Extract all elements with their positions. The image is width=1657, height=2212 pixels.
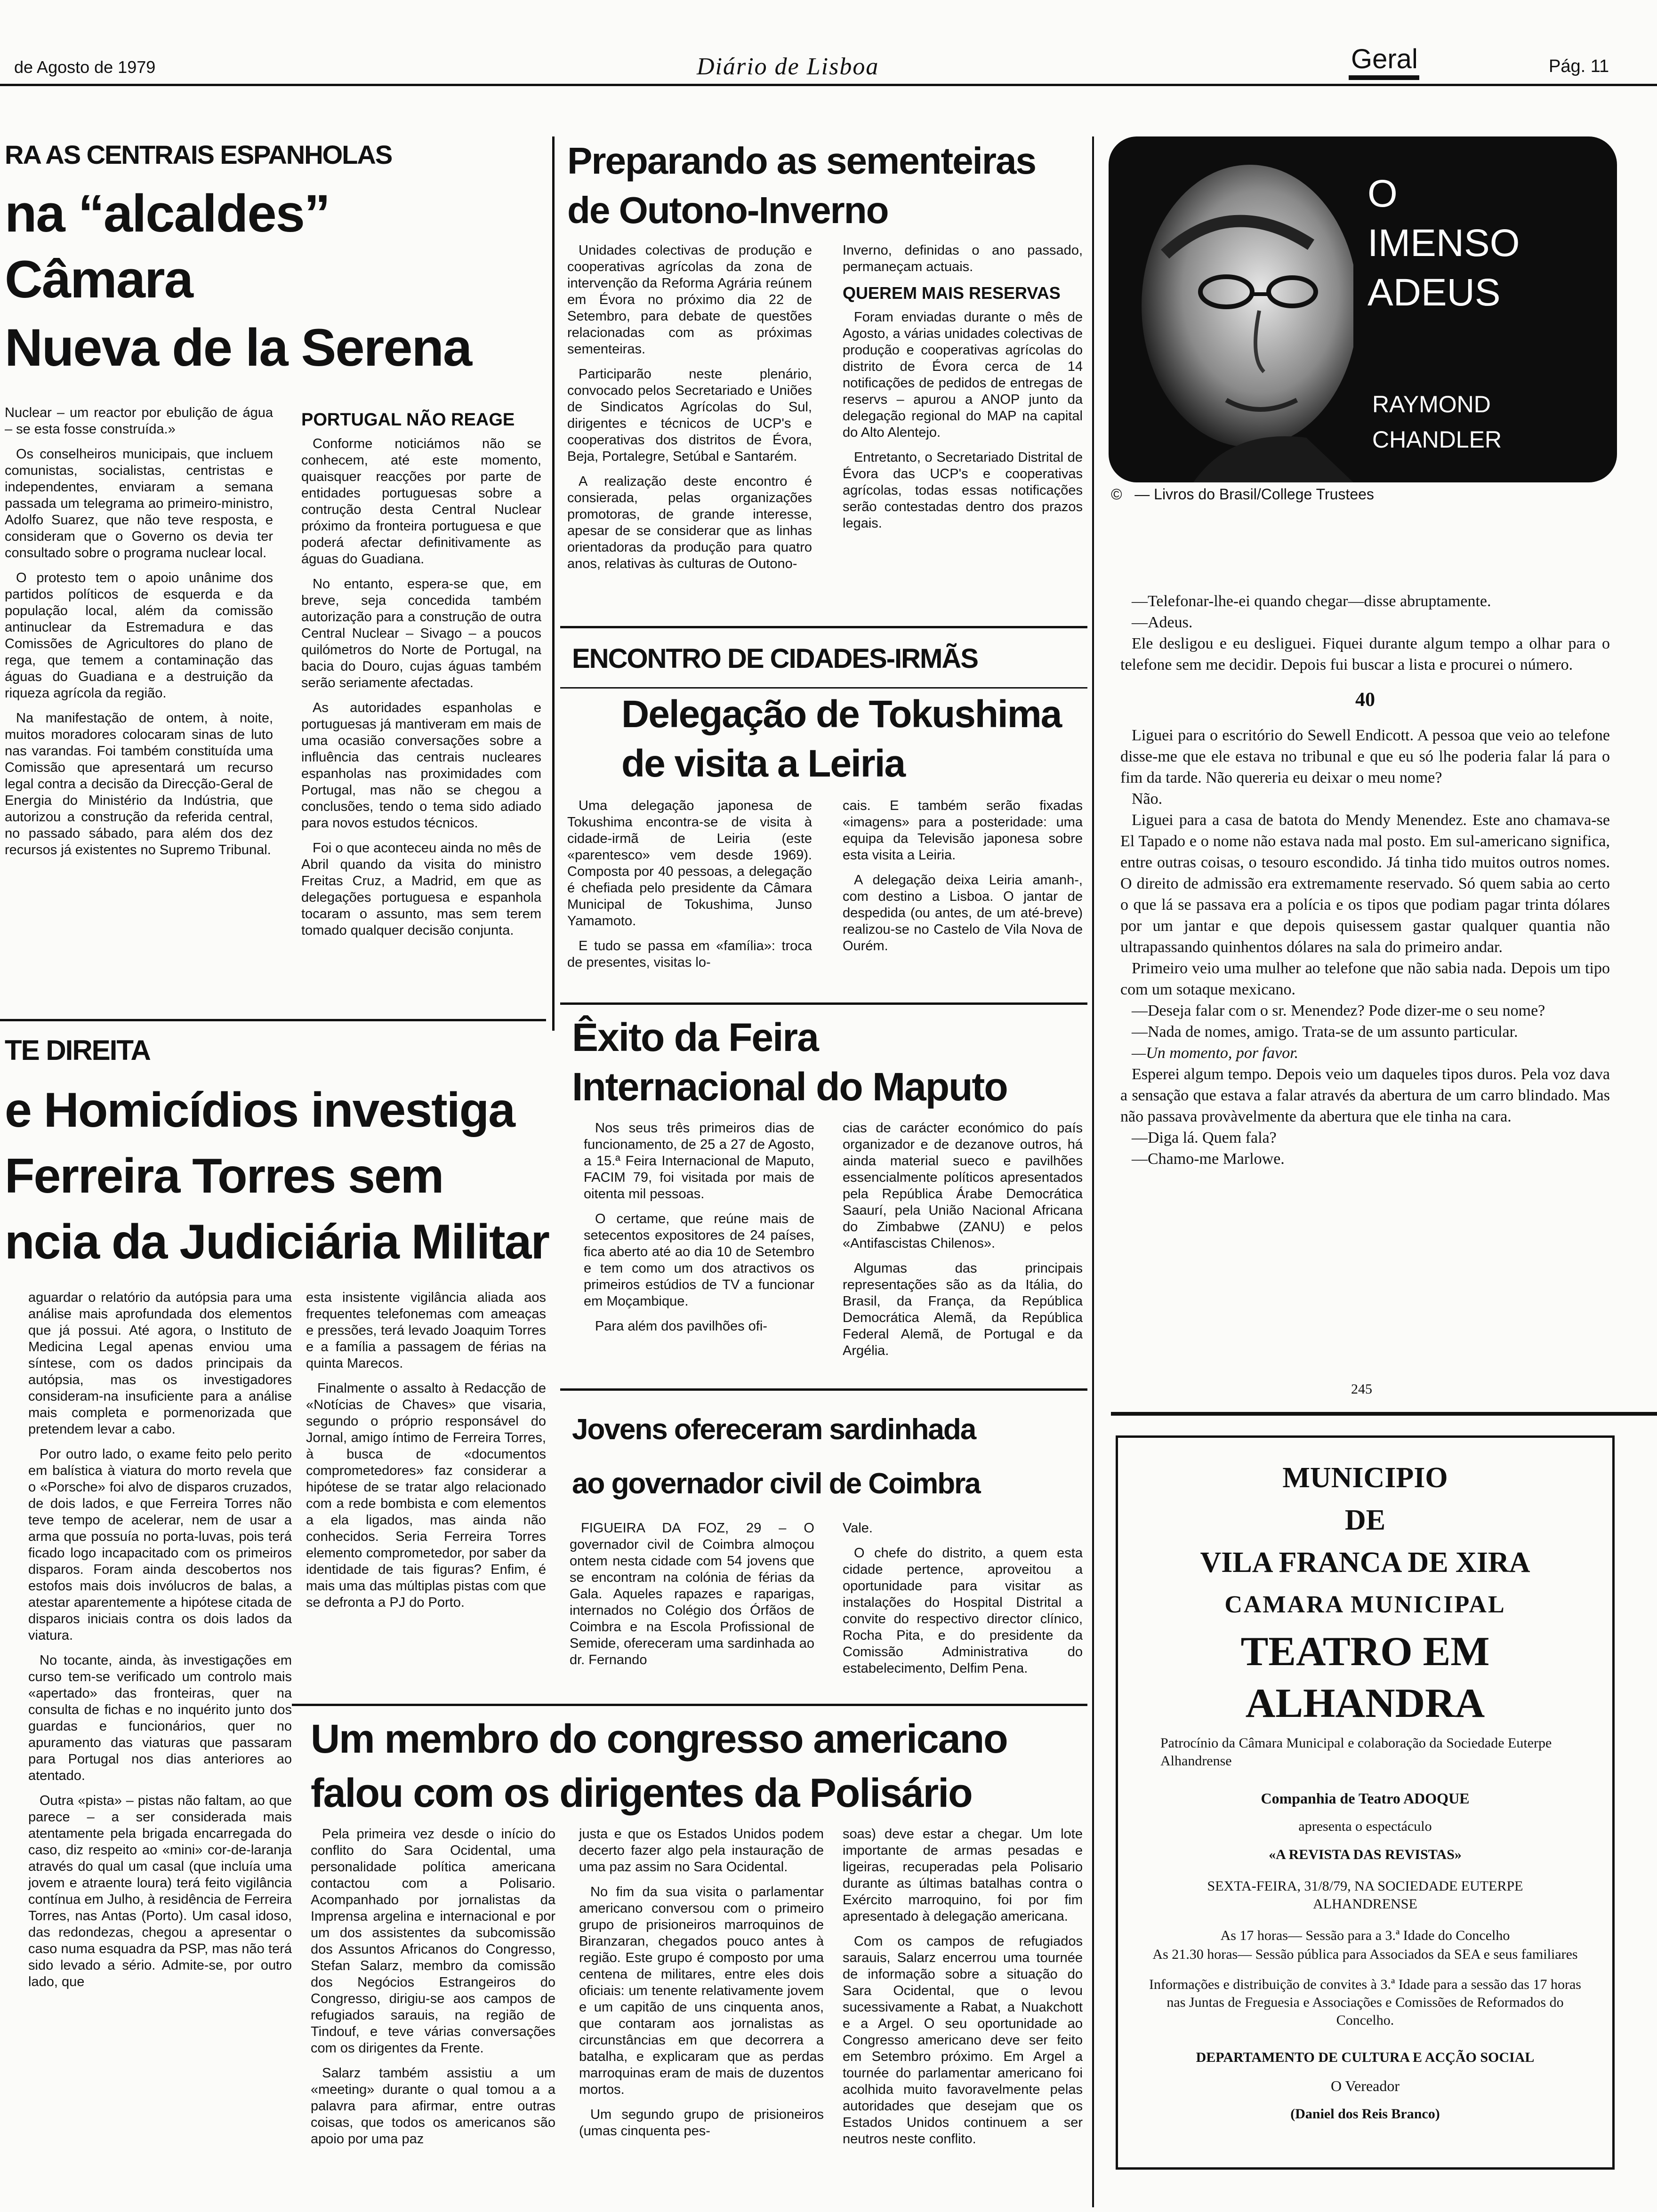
paragraph: Algumas das principais representações são as da Itália, do Brasil, da França, da República Democrática Alemã, da República Federal Alemã, de Portugal e da Argélia.: [843, 1261, 1083, 1358]
paragraph: Foram enviadas durante o mês de Agosto, a várias unidades colectivas de produção e cooperativas agrícolas do distrito de Évora cerca de 14 notificações de pedidos de entregas de reservs – apurou a ANOP junto da delegação regional do MAP na capital do Alto Alentejo.: [843, 310, 1083, 440]
paragraph: Entretanto, o Secretariado Distrital de Évora das UCP's e cooperativas agrícolas, todas essas notificações serão contestadas dentro dos prazos legais.: [843, 450, 1083, 531]
section-divider: [1111, 1412, 1657, 1416]
article-body-column: [843, 1520, 1083, 1685]
paragraph: justa e que os Estados Unidos podem decerto fazer algo pela instauração de uma paz assim no Sara Ocidental.: [579, 1827, 824, 1875]
paragraph: Com os campos de refugiados sarauis, Salarz encerrou uma tournée de informação sobre a situação do Sara Ocidental, que o levou sucessivamente a Rabat, a Nuakchott e a Argel. O seu oportunidade ao Congresso americano deve ser feito em Setembro próximo. Em Argel a tournée do parlamentar americano foi acolhida muito favoravelmente pelas autoridades que desejam que os Estados Unidos continuem a ser neutros neste conflito.: [843, 1934, 1083, 2147]
article-divider: [560, 1388, 1087, 1391]
article-headline-line: Ferreira Torres sem: [5, 1149, 443, 1203]
ad-text: (Daniel dos Reis Branco): [1290, 2106, 1440, 2122]
article-body-column: [567, 798, 812, 979]
paragraph: Unidades colectivas de produção e cooperativas agrícolas da zona de intervenção da Reforma Agrária reúnem em Évora no próximo dia 22 de Setembro, para debate de questões relacionadas com as próximas sementeiras.: [567, 243, 812, 357]
article-headline-line: de Outono-Inverno: [567, 189, 888, 231]
article-body-column: [311, 1826, 555, 2156]
book-title: IMENSO: [1367, 222, 1520, 264]
book-title: ADEUS: [1367, 271, 1501, 314]
subheading: PORTUGAL NÃO REAGE: [301, 410, 515, 430]
ad-text: As 17 horas— Sessão para a 3.ª Idade do Concelho: [1220, 1928, 1510, 1943]
book-author: CHANDLER: [1372, 426, 1502, 453]
chapter-number: 40: [1355, 689, 1375, 711]
ad-heading: DE: [1344, 1504, 1386, 1536]
paragraph: Vale.: [843, 1521, 873, 1536]
column-divider: [1092, 136, 1094, 2207]
article-body-column: [567, 242, 812, 581]
article-body-column: [5, 405, 273, 867]
paragraph: cias de carácter económico do país organizador e de dezanove outros, há ainda material sueco e pavilhões essencialmente políticos apresentados pela República Árabe Democrática Saaurí, pela União Nacional Africana do Zimbabwe (ZANU) e pelos «Antifascistas Chilenos».: [843, 1121, 1083, 1251]
article-kicker: TE DIREITA: [5, 1034, 150, 1066]
advertisement: [1116, 1435, 1615, 2170]
paragraph: Um segundo grupo de prisioneiros (umas cinquenta pes-: [579, 2107, 824, 2139]
paragraph: E tudo se passa em «família»: troca de presentes, visitas lo-: [567, 938, 812, 970]
article-headline-line: Preparando as sementeiras: [567, 140, 1036, 182]
article-headline-line: falou com os dirigentes da Polisário: [311, 1771, 972, 1816]
paragraph: Esperei algum tempo. Depois veio um daqueles tipos duros. Pela voz dava a sensação que estava a falar através da abertura de um carro blindado. Mas não passava provàvelmente da abertura que ele tinha na cara.: [1120, 1066, 1610, 1125]
article-divider: [0, 1019, 546, 1021]
book-text: [1120, 591, 1610, 1170]
paragraph: Ele desligou e eu desliguei. Fiquei durante algum tempo a olhar para o telefone sem me decidir. Depois fui buscar a lista e procurei o número.: [1120, 635, 1610, 673]
paragraph: Nos seus três primeiros dias de funcionamento, de 25 a 27 de Agosto, a 15.ª Feira Internacional de Maputo, FACIM 79, foi visitada por mais de oitenta mil pessoas.: [584, 1121, 814, 1202]
paragraph: Salarz também assistiu a um «meeting» durante o qual tomou a a palavra para afirmar, entre outras coisas, que todos os americanos são apoio por uma paz: [311, 2066, 555, 2147]
book-credit: © — Livros do Brasil/College Trustees: [1111, 486, 1374, 503]
paragraph: —Diga lá. Quem fala?: [1132, 1129, 1277, 1146]
article-body-column: [301, 405, 541, 947]
book-author: RAYMOND: [1372, 391, 1491, 417]
article-headline-line: Um membro do congresso americano: [311, 1716, 1007, 1762]
ad-heading: CAMARA MUNICIPAL: [1224, 1591, 1506, 1618]
paragraph: —Un momento, por favor.: [1132, 1044, 1299, 1062]
kicker-rule: [560, 687, 1087, 689]
paragraph: As autoridades espanholas e portuguesas já mantiveram em mais de uma ocasião conversações sobre a influência das centrais nucleares espanholas nas proximidades com Portugal, mas não se chegou a conclusões, tendo o tema sido adiado para novos estudos técnicos.: [301, 700, 541, 831]
paragraph: —Adeus.: [1132, 614, 1193, 631]
paragraph: Por outro lado, o exame feito pelo perito em balística à viatura do morto revela que o «Porsche» foi alvo de disparos cruzados, de dois lados, e que Ferreira Torres não teve tempo de acelerar, nem de usar a arma que possuía no porta-luvas, pois terá ficado logo incapacitado com os primeiros disparos. Foram ainda descobertos nos estofos mais dois invólucros de balas, a atestar aparentemente a hipótese citada de disparos iniciais contra os dois lados da viatura.: [28, 1447, 292, 1643]
paragraph: soas) deve estar a chegar. Um lote importante de armas pesadas e ligeiras, recuperadas pela Polisario durante as últimas batalhas contra o Exército marroquino, foi por fim apresentado à delegação americana.: [843, 1827, 1083, 1924]
paragraph: Inverno, definidas o ano passado, permaneçam actuais.: [843, 243, 1083, 274]
paragraph: Para além dos pavilhões ofi-: [595, 1319, 767, 1334]
paragraph: Uma delegação japonesa de Tokushima encontra-se de visita à cidade-irmã de Leiria (este «parentesco» vem desde 1969). Composta por 40 pessoas, a delegação é chefiada pelo presidente da Câmara Municipal de Tokushima, Junso Yamamoto.: [567, 798, 812, 929]
paragraph: Participarão neste plenário, convocado pelos Secretariado e Uniões de Sindicatos Agrícolas do Sul, dirigentes e técnicos de UCP's e cooperativas dos distritos de Évora, Beja, Portalegre, Setúbal e Santarém.: [567, 367, 812, 464]
article-headline-line: Câmara: [5, 250, 193, 309]
ad-text: As 21.30 horas— Sessão pública para Associados da SEA e seus familiares: [1152, 1947, 1578, 1962]
ad-text: apresenta o espectáculo: [1298, 1819, 1432, 1834]
article-divider: [560, 1002, 1087, 1005]
book-cover: [1109, 136, 1617, 482]
article-headline-line: na “alcaldes”: [5, 184, 330, 243]
article-body-column: [843, 1826, 1083, 2156]
article-body-column: [584, 1120, 814, 1343]
article-headline-line: Internacional do Maputo: [572, 1065, 1007, 1109]
article-divider: [560, 626, 1087, 628]
article-headline-line: Delegação de Tokushima: [621, 693, 1062, 736]
article-body-column: [570, 1520, 814, 1677]
ad-title: TEATRO EM ALHANDRA: [1240, 1629, 1490, 1726]
section-name: Geral: [1351, 44, 1418, 74]
paragraph: —Deseja falar com o sr. Menendez? Pode dizer-me o seu nome?: [1132, 1002, 1545, 1019]
paragraph: —Chamo-me Marlowe.: [1132, 1150, 1285, 1168]
article-headline-line: Nueva de la Serena: [5, 318, 472, 377]
paragraph: No entanto, espera-se que, em breve, seja concedida também autorização para a construção de outra Central Nuclear – Sivago – a poucos quilómetros do Norte de Portugal, na bacia do Douro, cujas águas também serão seriamente afectadas.: [301, 577, 541, 690]
paragraph: Liguei para o escritório do Sewell Endicott. A pessoa que veio ao telefone disse-me que ele estava no tribunal e que eu só lhe poderia falar lá para o fim da tarde. Não quereria eu deixar o meu nome?: [1120, 727, 1610, 786]
author-portrait: [1109, 136, 1353, 482]
article-divider: [292, 1704, 1087, 1706]
ad-text: SEXTA-FEIRA, 31/8/79, NA SOCIEDADE EUTERPE ALHANDRENSE: [1207, 1878, 1523, 1912]
article-kicker: ENCONTRO DE CIDADES-IRMÃS: [572, 643, 978, 674]
article-headline-line: e Homicídios investiga: [5, 1083, 515, 1138]
article-headline-line: ao governador civil de Coimbra: [572, 1467, 980, 1500]
newspaper-name: Diário de Lisboa: [697, 53, 879, 80]
paragraph: FIGUEIRA DA FOZ, 29 – O governador civil de Coimbra almoçou ontem nesta cidade com 54 jovens que se encontram na colónia de férias da Gala. Aqueles rapazes e raparigas, internados no Colégio dos Órfãos de Coimbra e na Escola Profissional de Semide, ofereceram uma sardinhada ao dr. Fernando: [570, 1521, 814, 1667]
article-kicker: RA AS CENTRAIS ESPANHOLAS: [5, 140, 392, 169]
paragraph: O protesto tem o apoio unânime dos partidos políticos de esquerda e da população local, além da comissão antinuclear da Estremadura e das Comissões de Agricultores do plano de rega, que temem a contaminação das águas do Guadiana e a destruição da riqueza agrícola da região.: [5, 570, 273, 701]
article-body-column: [843, 798, 1083, 963]
paragraph: aguardar o relatório da autópsia para uma análise mais aprofundada dos elementos que já possui. Até agora, o Instituto de Medicina Legal apenas enviou uma síntese, com os dados principais da autópsia, mas os investigadores consideram-na insuficiente para a análise mais completa e pormenorizada que pretendem levar a cabo.: [28, 1290, 292, 1437]
paragraph: —Nada de nomes, amigo. Trata-se de um assunto particular.: [1132, 1023, 1518, 1041]
paragraph: cais. E também serão fixadas «imagens» para a posteridade: uma equipa da Televisão japonesa sobre esta visita a Leiria.: [843, 798, 1083, 863]
ad-text: O Vereador: [1330, 2077, 1400, 2094]
column-divider: [552, 136, 555, 1031]
paragraph: A delegação deixa Leiria amanh-, com destino a Lisboa. O jantar de despedida (ou antes, de um até-breve) realizou-se no Castelo de Vila Nova de Ourém.: [843, 873, 1083, 954]
ad-text: DEPARTAMENTO DE CULTURA E ACÇÃO SOCIAL: [1196, 2050, 1535, 2065]
paragraph: O certame, que reúne mais de setecentos expositores de 24 países, fica aberto até ao dia 10 de Setembro e tem como um dos atractivos os primeiros estúdios de TV a funcionar em Moçambique.: [584, 1211, 814, 1309]
masthead-rule: [0, 84, 1657, 86]
paragraph: A realização deste encontro é consierada, pelas organizações promotoras, de grande interesse, apesar de se considerar que as linhas orientadoras da produção para quatro anos, relativas às culturas de Outono-: [567, 474, 812, 571]
paragraph: —Telefonar-lhe-ei quando chegar—disse abruptamente.: [1132, 593, 1491, 610]
article-body-column: [306, 1290, 546, 1619]
paragraph: Nuclear – um reactor por ebulição de água – se esta fosse construída.»: [5, 405, 273, 437]
article-body-column: [843, 1120, 1083, 1368]
article-headline-line: Êxito da Feira: [572, 1015, 818, 1059]
paragraph: Na manifestação de ontem, à noite, muitos moradores colocaram sinas de luto nas varandas. Foi também constituída uma Comissão que apresentará um recurso legal contra a decisão da Direcção-Geral de Energia do Ministério da Indústria, que autorizou a construção da referida central, no passado sábado, para além dos dez recursos já existentes no Supremo Tribunal.: [5, 711, 273, 858]
paragraph: Liguei para a casa de batota do Mendy Menendez. Este ano chamava-se El Tapado e o nome não estava nada mal posto. Em sul-americano significa, entre outras coisas, o tesouro escondido. Já tinha tido muitos outros nomes. O direito de admissão era extremamente reservado. Só quem sabia ao certo o que lá se passava era a polícia e os tipos que podiam pagar trinta dólares por um jantar e que depois quisessem gastar qualquer quantia não ultrapassando quinhentos dólares na sala do primeiro andar.: [1120, 811, 1610, 956]
book-page-number: 245: [1351, 1381, 1372, 1397]
paragraph: No fim da sua visita o parlamentar americano conversou com o primeiro grupo de prisioneiros marroquinos de Biranzaran, chegados pouco antes à região. Este grupo é composto por uma centena de militares, entre eles dois oficiais: um tenente relativamente jovem e um capitão de uns cinquenta anos, que contaram aos jornalistas as circunstâncias em que decorrera a batalha, e explicaram que as perdas marroquinas eram de mais de duzentos mortos.: [579, 1884, 824, 2097]
issue-date: de Agosto de 1979: [14, 57, 156, 77]
paragraph: Foi o que aconteceu ainda no mês de Abril quando da visita do ministro Freitas Cruz, a Madrid, em que as delegações portuguesa e espanhola tocaram o assunto, mas sem terem tomado qualquer decisão conjunta.: [301, 841, 541, 938]
ad-heading: MUNICIPIO: [1282, 1462, 1448, 1494]
article-headline-line: Jovens ofereceram sardinhada: [572, 1413, 976, 1446]
article-body-column: [579, 1826, 824, 2148]
paragraph: Conforme noticiámos não se conhecem, até este momento, quaisquer reacções por parte de entidades portuguesas sobre a contrução desta Central Nuclear próximo da fronteira portuguesa e que poderá afectar definitivamente as águas do Guadiana.: [301, 436, 541, 567]
article-headline-line: de visita a Leiria: [621, 742, 905, 785]
paragraph: No tocante, ainda, às investigações em curso tem-se verificado um controlo mais «apertado» das fronteiras, quer na consulta de fichas e no inquérito junto dos guardas e funcionários, quer no apuramento das viaturas que passaram para Portugal nos dias anteriores ao atentado.: [28, 1653, 292, 1783]
paragraph: O chefe do distrito, a quem esta cidade pertence, aproveitou a oportunidade para visitar as instalações do Hospital Distrital a convite do respectivo director clínico, Rocha Pita, e do presidente da Comissão Administrativa do estabelecimento, Delfim Pena.: [843, 1546, 1083, 1676]
page-number: Pág. 11: [1549, 56, 1609, 76]
paragraph: Outra «pista» – pistas não faltam, ao que parece – a ser considerada mais atentamente pela brigada encarregada do caso, diz respeito ao «mini» cor-de-laranja através do qual um casal (que incluía uma jovem e atraente loura) terá feito vigilância contínua em Julho, à residência de Ferreira Torres, nas Antas (Porto). Um casal idoso, das redondezas, chegou a apresentar o caso numa esquadra da PSP, mas não terá sido levado a sério. Admite-se, por outro lado, que: [28, 1793, 292, 1989]
article-body-column: [843, 242, 1083, 540]
subheading: QUEREM MAIS RESERVAS: [843, 283, 1061, 303]
ad-text: Informações e distribuição de convites à 3.ª Idade para a sessão das 17 horas nas Juntas de Freguesia e Associações e Comissões de Reformados do Concelho.: [1149, 1977, 1581, 2028]
ad-text: Companhia de Teatro ADOQUE: [1261, 1790, 1470, 1807]
paragraph: Não.: [1132, 790, 1163, 808]
ad-text: Patrocínio da Câmara Municipal e colaboração da Sociedade Euterpe Alhandrense: [1160, 1735, 1552, 1769]
ad-heading: VILA FRANCA DE XIRA: [1200, 1547, 1530, 1579]
paragraph: Pela primeira vez desde o início do conflito do Sara Ocidental, uma personalidade política americana contactou com a Polisario. Acompanhado por jornalistas da Imprensa argelina e internacional e por um dos assistentes da subcomissão dos Assuntos Africanos do Congresso, Stefan Salarz, membro da comissão dos Negócios Estrangeiros do Congresso, dirigiu-se aos campos de refugiados sarauis, na região de Tindouf, e teve várias conversações com os dirigentes da Frente.: [311, 1827, 555, 2056]
paragraph: Finalmente o assalto à Redacção de «Notícias de Chaves» que visaria, segundo o próprio responsável do Jornal, amigo íntimo de Ferreira Torres, à busca de «documentos comprometedores» faz considerar a hipótese de se tratar algo relacionado com a rede bombista e com elementos a ela ligados, mas ainda não conhecidos. Seria Ferreira Torres elemento comprometedor, por saber da identidade de tais figuras? Enfim, é mais uma das múltiplas pistas com que se defronta a PJ do Porto.: [306, 1381, 546, 1610]
article-headline-line: ncia da Judiciária Militar: [5, 1215, 549, 1269]
paragraph: Os conselheiros municipais, que incluem comunistas, socialistas, centristas e independentes, enviaram a semana passada um telegrama ao primeiro-ministro, Adolfo Suarez, que não teve resposta, e consideram que o Governo os devia ter consultado sobre o programa nuclear local.: [5, 447, 273, 561]
paragraph: Primeiro veio uma mulher ao telefone que não sabia nada. Depois um tipo com um sotaque mexicano.: [1120, 960, 1610, 998]
paragraph: esta insistente vigilância aliada aos frequentes telefonemas com ameaças e pressões, terá levado Joaquim Torres e a família a passagem de férias na quinta Marecos.: [306, 1290, 546, 1371]
article-body-column: [28, 1290, 292, 1999]
book-title: O: [1367, 172, 1398, 215]
ad-text: «A REVISTA DAS REVISTAS»: [1269, 1847, 1462, 1862]
section-underline: [1349, 75, 1419, 80]
